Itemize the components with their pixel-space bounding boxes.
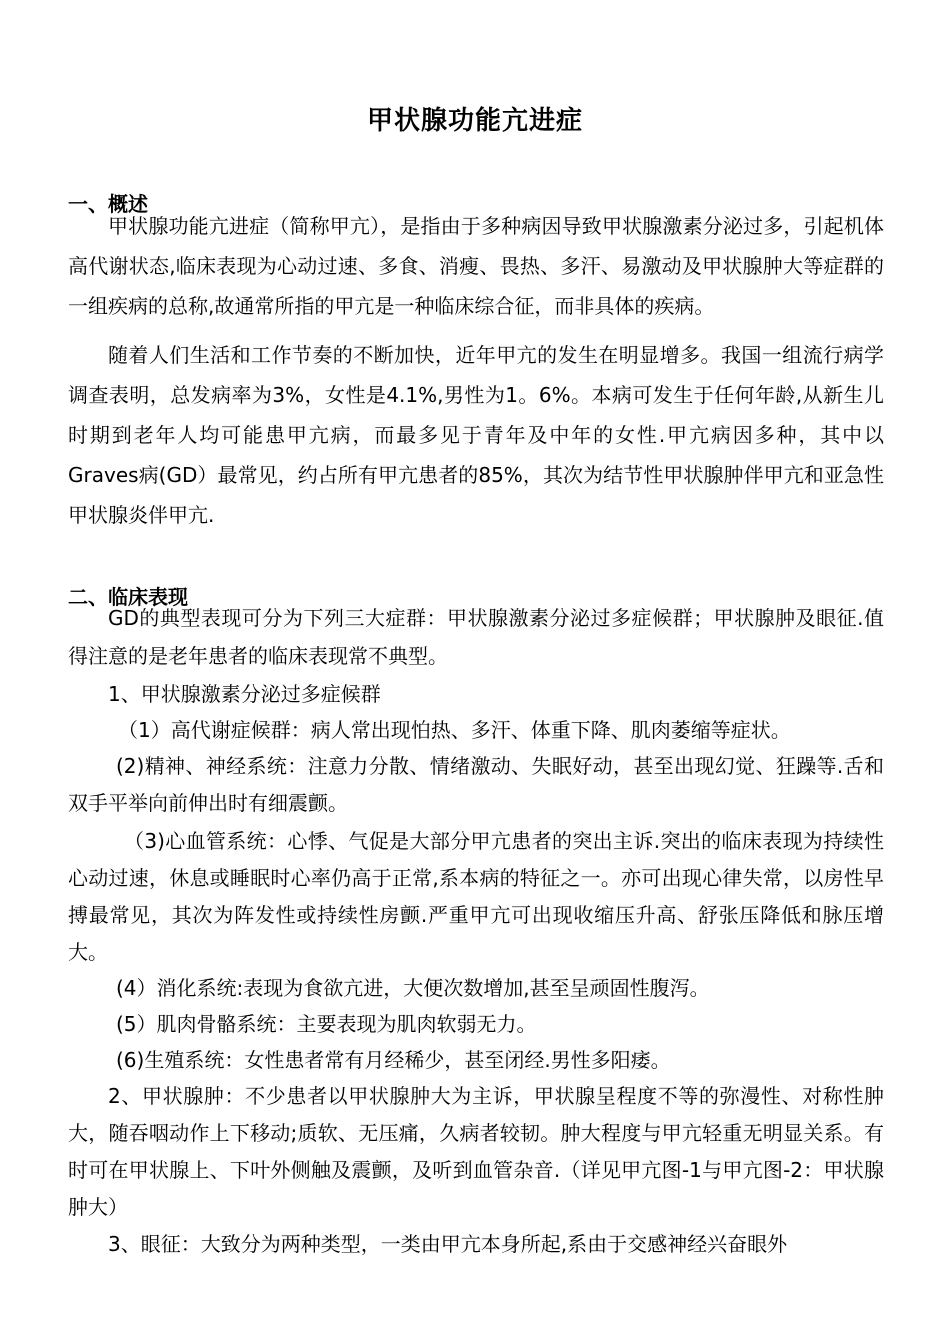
clinical-item-2: 2、甲状腺肿：不少患者以甲状腺肿大为主诉，甲状腺呈程度不等的弥漫性、对称性肿大，随吞咽动作上下移动;质软、无压痛，久病者较韧。肿大程度与甲亢轻重无明显关系。有时可在甲状腺上、下叶外侧触及震颤，及听到血管杂音.（详见甲亢图-1与甲亢图-2：甲状腺肿大） bbox=[68, 1084, 884, 1219]
page-title: 甲状腺功能亢进症 bbox=[366, 106, 583, 136]
overview-body bbox=[68, 206, 884, 535]
clinical-sub-5: (5）肌肉骨骼系统：主要表现为肌肉软弱无力。 bbox=[116, 1012, 537, 1036]
clinical-sub-2: (2)精神、神经系统：注意力分散、情绪激动、失眠好动，甚至出现幻觉、狂躁等.舌和双手平举向前伸出时有细震颤。 bbox=[68, 754, 884, 815]
clinical-sub-1: （1）高代谢症候群：病人常出现怕热、多汗、体重下降、肌肉萎缩等症状。 bbox=[118, 718, 791, 742]
overview-paragraph-2: 随着人们生活和工作节奏的不断加快，近年甲亢的发生在明显增多。我国一组流行病学调查表明，总发病率为3%，女性是4.1%,男性为1。6%。本病可发生于任何年龄,从新生儿时期到老年人均可能患甲亢病，而最多见于青年及中年的女性.甲亢病因多种，其中以Graves病(GD）最常见，约占所有甲亢患者的85%，其次为结节性甲状腺肿伴甲亢和亚急性甲状腺炎伴甲亢. bbox=[68, 343, 884, 527]
clinical-body bbox=[68, 599, 884, 1263]
clinical-intro-paragraph: GD的典型表现可分为下列三大症群：甲状腺激素分泌过多症候群；甲状腺肿及眼征.值得注意的是老年患者的临床表现常不典型。 bbox=[68, 606, 884, 668]
clinical-sub-6: (6)生殖系统：女性患者常有月经稀少，甚至闭经.男性多阳痿。 bbox=[116, 1048, 671, 1072]
section-heading-overview: 一、概述 bbox=[68, 192, 148, 216]
section-heading-clinical: 二、临床表现 bbox=[68, 585, 188, 609]
overview-paragraph-1: 甲状腺功能亢进症（简称甲亢），是指由于多种病因导致甲状腺激素分泌过多，引起机体高代谢状态,临床表现为心动过速、多食、消瘦、畏热、多汗、易激动及甲状腺肿大等症群的一组疾病的总称,故通常所指的甲亢是一种临床综合征，而非具体的疾病。 bbox=[68, 214, 884, 318]
clinical-item-3: 3、眼征：大致分为两种类型，一类由甲亢本身所起,系由于交感神经兴奋眼外 bbox=[108, 1232, 788, 1256]
clinical-item-1: 1、甲状腺激素分泌过多症候群 bbox=[108, 682, 381, 706]
clinical-sub-4: (4）消化系统:表现为食欲亢进，大便次数增加,甚至呈顽固性腹泻。 bbox=[116, 976, 710, 1000]
clinical-sub-3: （3)心血管系统：心悸、气促是大部分甲亢患者的突出主诉.突出的临床表现为持续性心动过速，休息或睡眠时心率仍高于正常,系本病的特征之一。亦可出现心律失常，以房性早搏最常见，其次为阵发性或持续性房颤.严重甲亢可出现收缩压升高、舒张压降低和脉压增大。 bbox=[68, 829, 884, 964]
